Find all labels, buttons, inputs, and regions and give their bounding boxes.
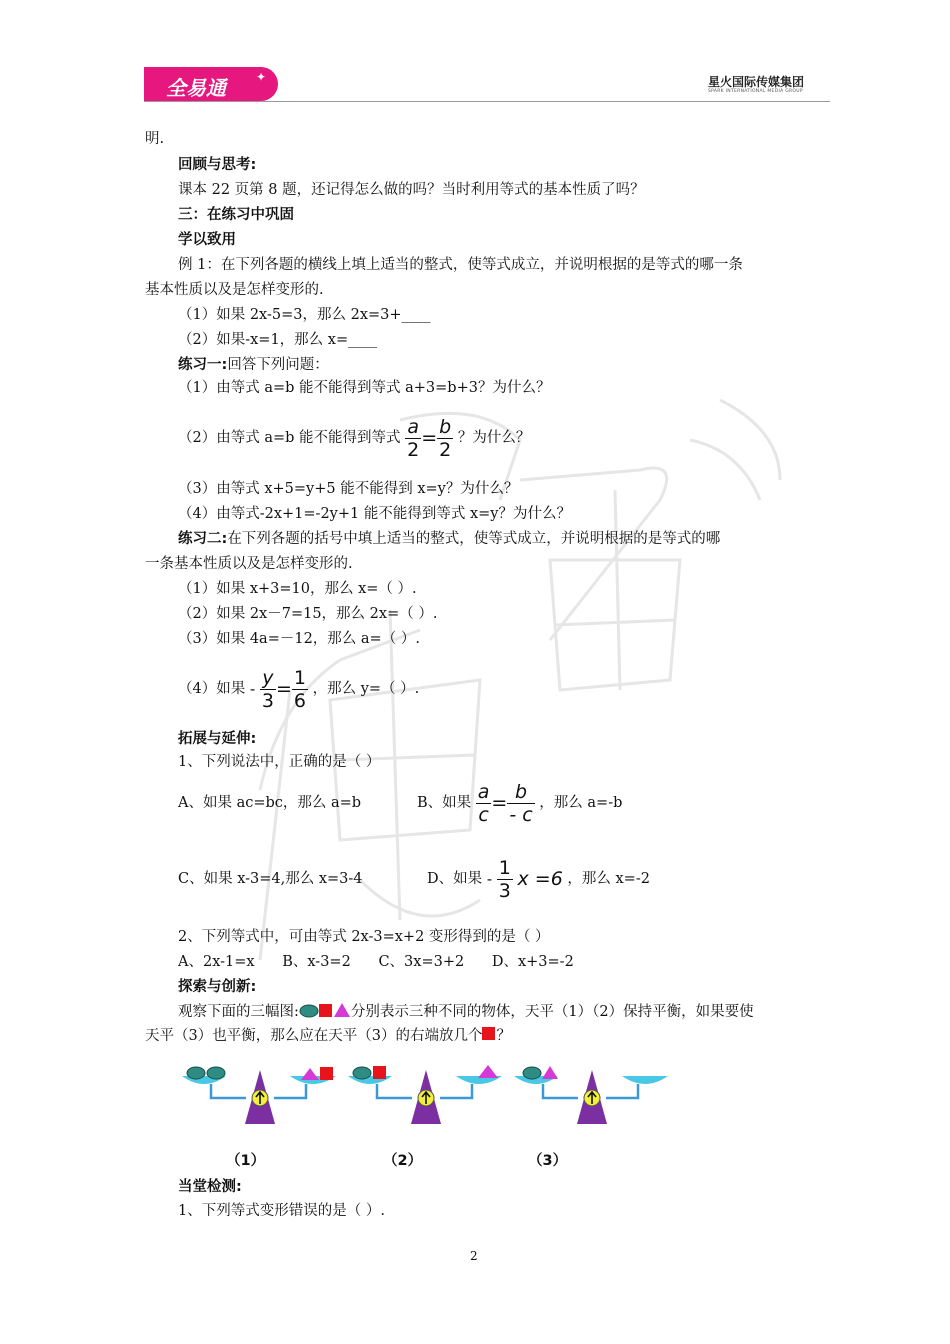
ext-optD-pre: D、如果: [427, 871, 483, 887]
equals-sign: =: [491, 792, 508, 814]
p2-q4-post: ，那么 y=（ ）.: [312, 681, 420, 697]
frac-den: c: [478, 803, 489, 826]
frac-a-over-c: [476, 781, 492, 826]
check-heading: 当堂检测:: [178, 1179, 242, 1195]
practice2-line1: 在下列各题的括号中填上适当的整式，使等式成立，并说明根据的是等式的哪: [227, 531, 721, 547]
frac-num: b: [437, 416, 453, 439]
red-square-icon: [482, 1027, 496, 1041]
frac-den: - c: [509, 803, 533, 826]
header-rule: [144, 101, 830, 102]
frac-num: 1: [498, 856, 511, 879]
scale-2: [348, 1065, 502, 1124]
brand-cn: 星火国际传媒集团: [708, 75, 805, 89]
practice1-heading: 练习一:: [178, 357, 228, 373]
practice1-intro: 回答下列问题：: [227, 357, 329, 373]
ext-q1: 1、下列说法中，正确的是（ ）: [178, 754, 381, 770]
ex1-line1: 例 1：在下列各题的横线上填上适当的整式，使等式成立，并说明根据的是等式的哪一条: [178, 257, 743, 273]
frac-1-over-6: [292, 667, 308, 712]
equals-sign: =: [275, 678, 292, 700]
practice2-row: [178, 529, 720, 549]
section3-heading: 三：在练习中巩固: [178, 207, 294, 223]
ext-optA: A、如果 ac=bc，那么 a=b: [178, 795, 362, 811]
ext-optB-post: ，那么 a=-b: [539, 795, 623, 811]
p2-q1: （1）如果 x+3=10，那么 x=（ ）.: [178, 581, 417, 597]
practice2-heading: 练习二:: [178, 531, 228, 547]
frac-den: 3: [261, 689, 274, 712]
scale-3: [514, 1066, 668, 1124]
ext-optD-post: ，那么 x=-2: [567, 871, 650, 887]
ext-q2: 2、下列等式中，可由等式 2x-3=x+2 变形得到的是（ ）: [178, 929, 550, 945]
frac-num: y: [260, 667, 276, 690]
frac-y-over-3: [260, 667, 276, 712]
p1-q4: （4）由等式-2x+1=-2y+1 能不能得到等式 x=y？为什么？: [178, 506, 571, 522]
scale-label-1: （1）: [226, 1153, 266, 1169]
ext-optB-pre: B、如果: [417, 795, 472, 811]
p2-q4-pre: （4）如果: [178, 681, 246, 697]
explore-line1-post: 分别表示三种不同的物体，天平（1）（2）保持平衡，如果要使: [350, 1004, 754, 1020]
x-eq-6: x =6: [517, 868, 563, 890]
review-heading: 回顾与思考:: [178, 157, 257, 173]
explore-line2-row: [145, 1026, 511, 1046]
scale-1: [182, 1067, 336, 1124]
text-ming: 明.: [145, 131, 165, 147]
p2-q2: （2）如果 2x－7=15，那么 2x=（ ）.: [178, 606, 438, 622]
ex1-q2: （2）如果-x=1，那么 x=____: [178, 332, 378, 348]
explore-heading: 探索与创新:: [178, 979, 257, 995]
frac-den: 3: [498, 879, 511, 902]
explore-line1-row: [178, 1001, 754, 1022]
frac-num: b: [507, 781, 534, 804]
equals-sign: =: [421, 427, 438, 449]
p1-q2-row: [178, 413, 530, 463]
sparkle-icon: ✦: [256, 70, 267, 84]
frac-num: a: [477, 780, 490, 803]
frac-num: a: [405, 416, 421, 439]
ext-optC: C、如果 x-3=4,那么 x=3-4: [178, 871, 363, 887]
ext-optB-row: [417, 778, 622, 828]
ext-optD-row: [427, 854, 650, 904]
xyzy-heading: 学以致用: [178, 232, 236, 248]
frac-b-over-2: [437, 416, 453, 461]
ext-heading: 拓展与延伸:: [178, 731, 257, 747]
page-number: 2: [470, 1249, 478, 1263]
scale-label-2: （2）: [383, 1153, 423, 1169]
review-text: 课本 22 页第 8 题，还记得怎么做的吗？当时利用等式的基本性质了吗？: [178, 182, 645, 198]
explore-line2-end: ？: [496, 1028, 511, 1044]
frac-1-over-3: [497, 857, 513, 902]
frac-den: 2: [407, 438, 420, 461]
ext-q2-opts: A、2x-1=x B、x-3=2 C、3x=3+2 D、x+3=-2: [178, 954, 574, 970]
check-q1: 1、下列等式变形错误的是（ ）.: [178, 1203, 385, 1219]
explore-line2: 天平（3）也平衡，那么应在天平（3）的右端放几个: [145, 1028, 483, 1044]
header-logo: [144, 67, 278, 101]
frac-b-over-negc: [507, 781, 534, 826]
frac-a-over-2: [405, 416, 421, 461]
explore-line1-pre: 观察下面的三幅图:: [178, 1004, 299, 1020]
p1-q2-post: ？为什么？: [457, 430, 531, 446]
frac-den: 6: [293, 689, 306, 712]
p1-q2-pre: （2）由等式 a=b 能不能得到等式: [178, 430, 401, 446]
frac-den: 2: [439, 438, 452, 461]
p2-q3: （3）如果 4a=－12，那么 a=（ ）.: [178, 631, 420, 647]
brand-en: SPARK INTERNATIONAL MEDIA GROUP: [708, 89, 803, 94]
minus-sign: -: [486, 870, 493, 888]
legend-shapes-icon: [299, 1001, 351, 1019]
logo-text: 全易通: [166, 76, 226, 100]
p1-q3: （3）由等式 x+5=y+5 能不能得到 x=y？为什么？: [178, 481, 519, 497]
frac-num: 1: [293, 666, 306, 689]
p1-q1: （1）由等式 a=b 能不能得到等式 a+3=b+3？为什么？: [178, 380, 551, 396]
ex1-line2: 基本性质以及是怎样变形的.: [145, 282, 324, 298]
scale-label-3: （3）: [528, 1153, 568, 1169]
minus-sign: -: [249, 680, 256, 698]
practice1-row: [178, 355, 329, 375]
ex1-q1: （1）如果 2x-5=3，那么 2x=3+____: [178, 307, 431, 323]
p2-line2: 一条基本性质以及是怎样变形的.: [145, 556, 353, 572]
balance-scales-figure: [180, 1062, 680, 1134]
p2-q4-row: [178, 664, 419, 714]
